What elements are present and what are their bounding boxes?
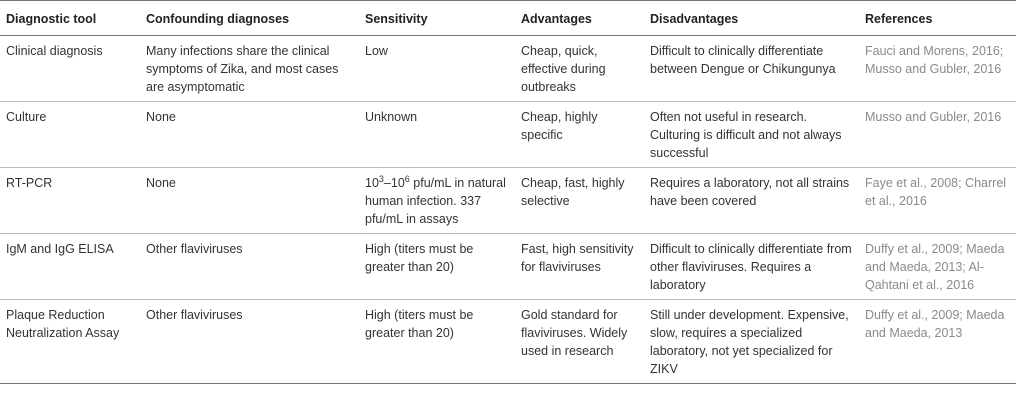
sensitivity-exponent: 6 xyxy=(404,174,410,184)
cell-references: Duffy et al., 2009; Maeda and Maeda, 2013; Al-Qahtani et al., 2016 xyxy=(859,234,1016,300)
cell-advantages: Cheap, highly specific xyxy=(515,102,644,168)
cell-confounding: Other flaviviruses xyxy=(140,234,359,300)
cell-references: Fauci and Morens, 2016; Musso and Gubler, 2016 xyxy=(859,36,1016,102)
cell-references: Faye et al., 2008; Charrel et al., 2016 xyxy=(859,168,1016,234)
cell-tool: Clinical diagnosis xyxy=(0,36,140,102)
header-disadvantages: Disadvantages xyxy=(644,1,859,36)
cell-confounding: Many infections share the clinical symptoms of Zika, and most cases are asymptomatic xyxy=(140,36,359,102)
cell-references: Musso and Gubler, 2016 xyxy=(859,102,1016,168)
cell-sensitivity: High (titers must be greater than 20) xyxy=(359,234,515,300)
cell-references: Duffy et al., 2009; Maeda and Maeda, 2013 xyxy=(859,300,1016,384)
cell-sensitivity: Low xyxy=(359,36,515,102)
table-row xyxy=(0,102,1016,168)
cell-advantages: Cheap, quick, effective during outbreaks xyxy=(515,36,644,102)
cell-disadvantages: Difficult to clinically differentiate from other flaviviruses. Requires a laboratory xyxy=(644,234,859,300)
cell-confounding: None xyxy=(140,168,359,234)
table-header-row xyxy=(0,1,1016,36)
cell-sensitivity: High (titers must be greater than 20) xyxy=(359,300,515,384)
cell-disadvantages: Difficult to clinically differentiate between Dengue or Chikungunya xyxy=(644,36,859,102)
cell-tool: Plaque Reduction Neutralization Assay xyxy=(0,300,140,384)
sensitivity-rest: pfu/mL in natural human infection. 337 pfu/mL in assays xyxy=(365,176,506,226)
cell-sensitivity: Unknown xyxy=(359,102,515,168)
cell-disadvantages: Requires a laboratory, not all strains have been covered xyxy=(644,168,859,234)
cell-tool: IgM and IgG ELISA xyxy=(0,234,140,300)
cell-confounding: None xyxy=(140,102,359,168)
cell-advantages: Gold standard for flaviviruses. Widely used in research xyxy=(515,300,644,384)
cell-confounding: Other flaviviruses xyxy=(140,300,359,384)
cell-tool: RT-PCR xyxy=(0,168,140,234)
header-references: References xyxy=(859,1,1016,36)
sensitivity-base: 10 xyxy=(365,176,379,190)
header-confounding-diagnoses: Confounding diagnoses xyxy=(140,1,359,36)
cell-advantages: Fast, high sensitivity for flaviviruses xyxy=(515,234,644,300)
header-diagnostic-tool: Diagnostic tool xyxy=(0,1,140,36)
table-row xyxy=(0,168,1016,234)
sensitivity-exponent: 3 xyxy=(378,174,384,184)
table-row xyxy=(0,36,1016,102)
cell-disadvantages: Often not useful in research. Culturing is difficult and not always successful xyxy=(644,102,859,168)
table-row xyxy=(0,300,1016,384)
cell-tool: Culture xyxy=(0,102,140,168)
header-sensitivity: Sensitivity xyxy=(359,1,515,36)
table-row xyxy=(0,234,1016,300)
header-advantages: Advantages xyxy=(515,1,644,36)
cell-sensitivity xyxy=(359,168,515,234)
cell-advantages: Cheap, fast, highly selective xyxy=(515,168,644,234)
sensitivity-range-sep: –10 xyxy=(383,176,405,190)
cell-disadvantages: Still under development. Expensive, slow, requires a specialized laboratory, not yet specialized for ZIKV xyxy=(644,300,859,384)
